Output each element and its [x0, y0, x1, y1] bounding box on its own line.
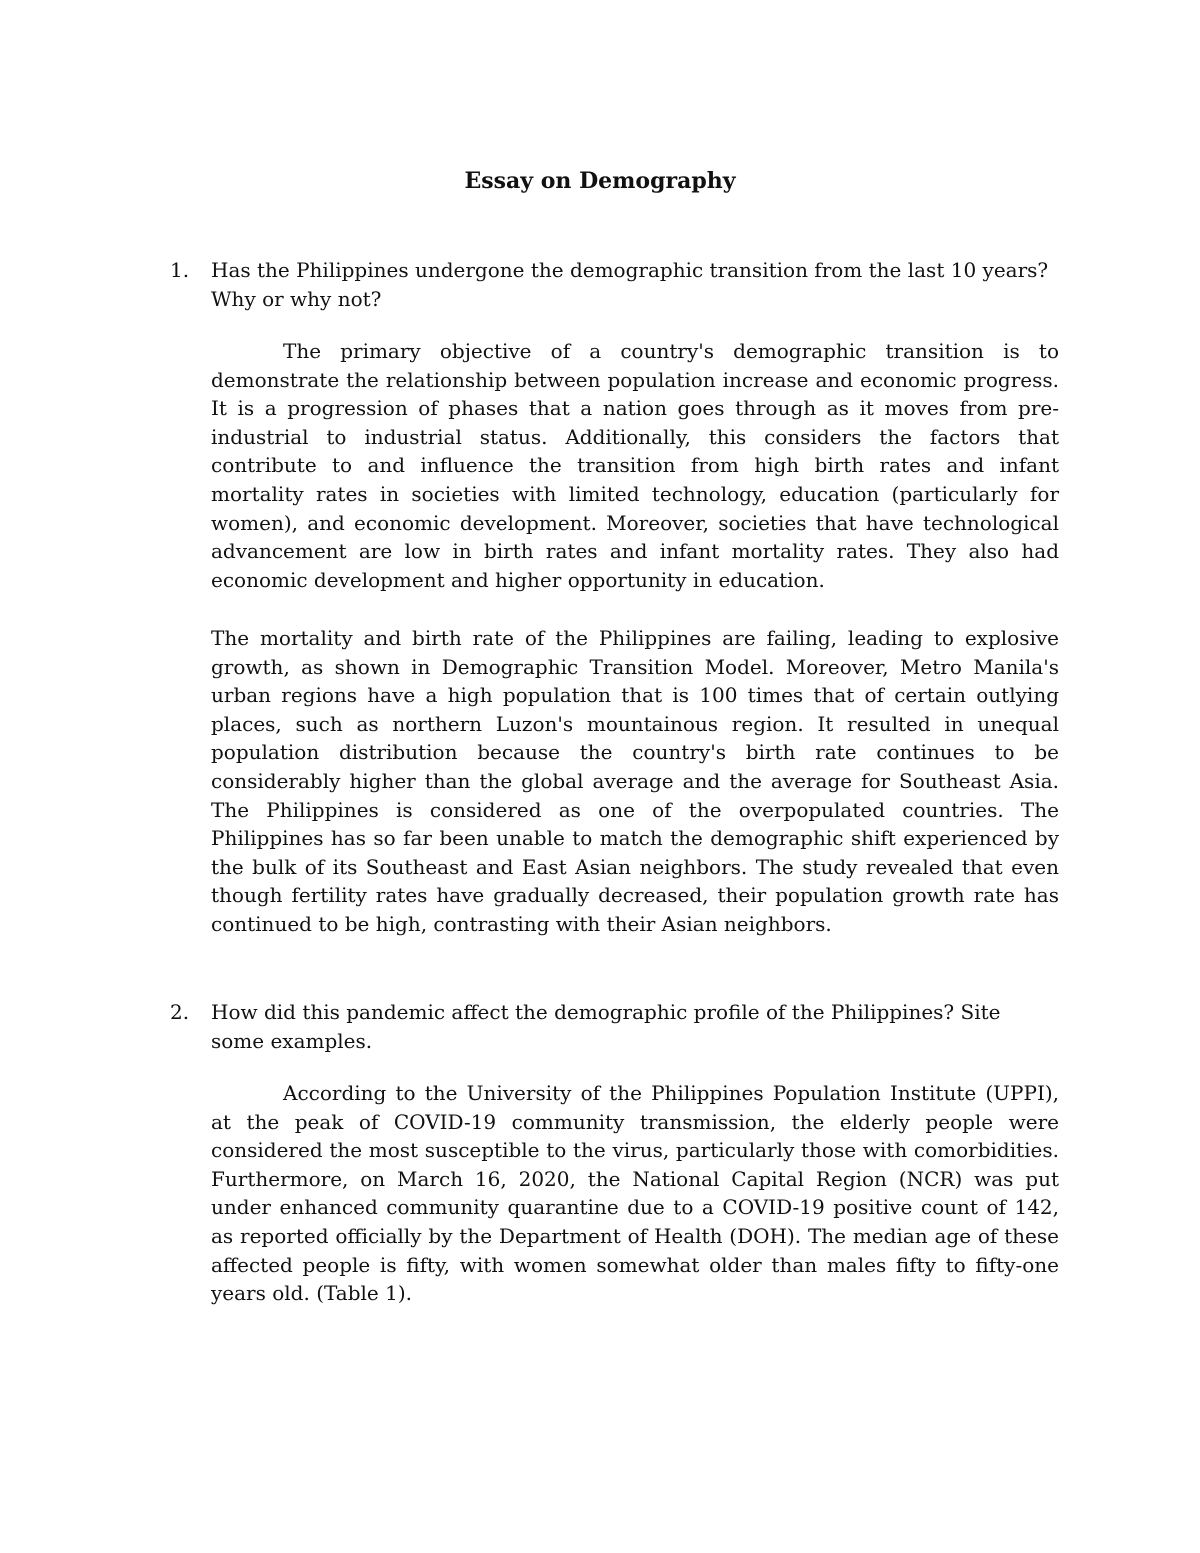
answer-paragraph: The primary objective of a country's demographic transition is to demonstrate the relationship between population increase and economic progress. It is a progression of phases that a nation goes through as it moves from pre-industrial to industrial status. Additionally, this considers the factors that contribute to and influence the transition from high birth rates and infant mortality rates in societies with limited technology, education (particularly for women), and economic development. Moreover, societies that have technological advancement are low in birth rates and infant mortality rates. They also had economic development and higher opportunity in education. — [211, 339, 1059, 592]
answer-paragraph: The mortality and birth rate of the Philippines are failing, leading to explosive growth, as shown in Demographic Transition Model. Moreover, Metro Manila's urban regions have a high population that is 100 times that of certain outlying places, such as northern Luzon's mountainous region. It resulted in unequal population distribution because the country's birth rate continues to be considerably higher than the global average and the average for Southeast Asia. The Philippines is considered as one of the overpopulated countries. The Philippines has so far been unable to match the demographic shift experienced by the bulk of its Southeast and East Asian neighbors. The study revealed that even though fertility rates have gradually decreased, their population growth rate has continued to be high, contrasting with their Asian neighbors. — [211, 626, 1059, 936]
essay-title: Essay on Demography — [464, 168, 736, 194]
question-number: 1. — [170, 258, 190, 282]
question-1 — [170, 256, 1050, 313]
question-text: Has the Philippines undergone the demographic transition from the last 10 years? Why or why not? — [211, 258, 1049, 311]
answer-paragraph: According to the University of the Philippines Population Institute (UPPI), at the peak of COVID-19 community transmission, the elderly people were considered the most susceptible to the virus, particularly those with comorbidities. Furthermore, on March 16, 2020, the National Capital Region (NCR) was put under enhanced community quarantine due to a COVID-19 positive count of 142, as reported officially by the Department of Health (DOH). The median age of these affected people is fifty, with women somewhat older than males fifty to fifty-one years old. (Table 1). — [211, 1081, 1059, 1306]
question-2 — [170, 998, 1050, 1055]
question-text: How did this pandemic affect the demographic profile of the Philippines? Site some examples. — [211, 1000, 1001, 1053]
question-number: 2. — [170, 1000, 190, 1024]
